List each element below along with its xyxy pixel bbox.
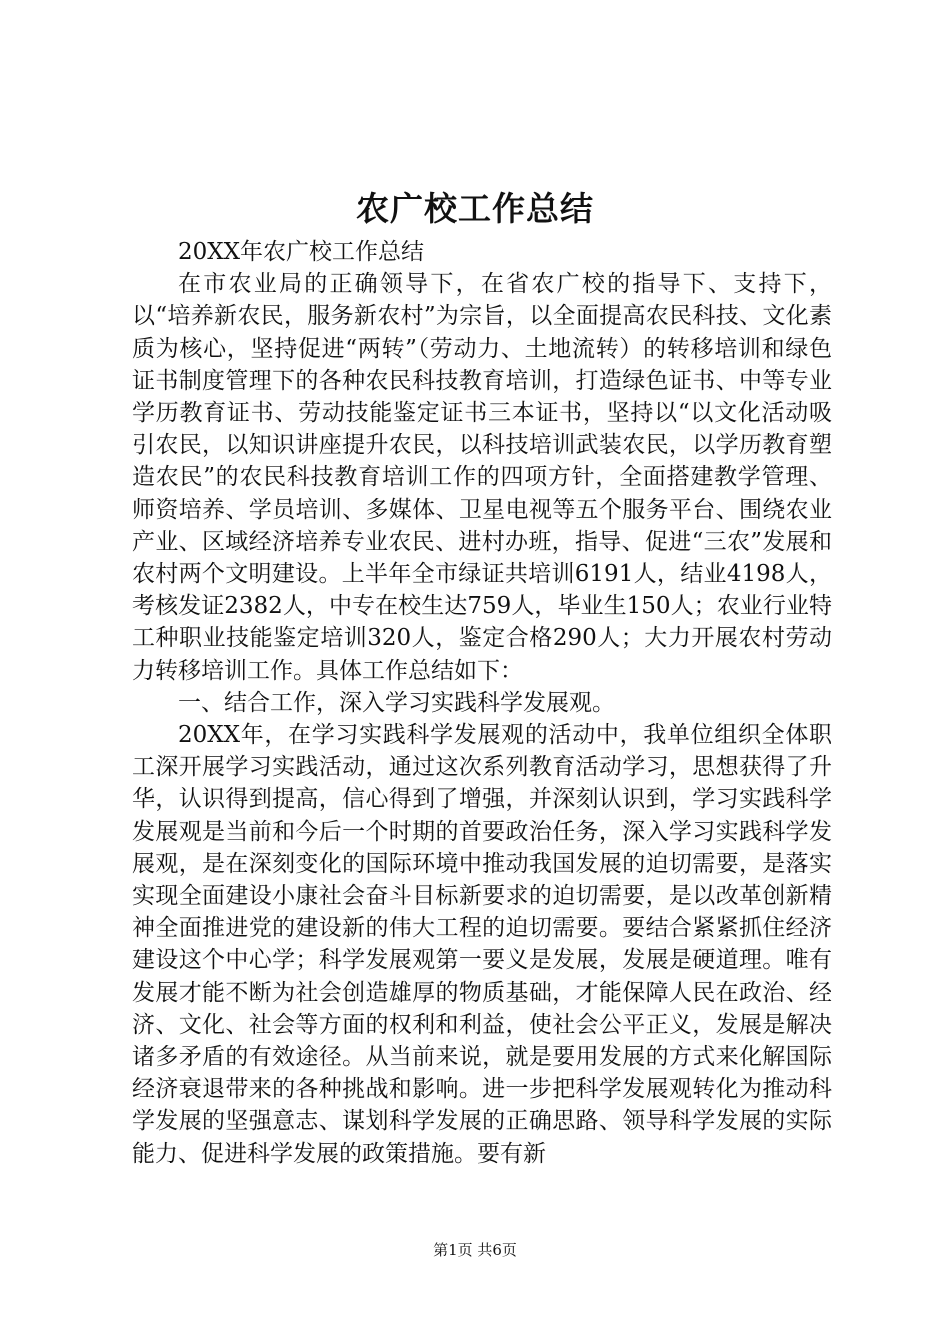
document-body [132, 236, 832, 1170]
page-number-footer: 第1页 共6页 [433, 1241, 517, 1259]
document-title: 农广校工作总结 [356, 189, 594, 228]
body-paragraph-section-content: 20XX年，在学习实践科学发展观的活动中，我单位组织全体职工深开展学习实践活动，通过这次系列教育活动学习，思想获得了升华，认识得到提高，信心得到了增强，并深刻认识到，学习实践科学发展观是当前和今后一个时期的首要政治任务，深入学习实践科学发展观，是在深刻变化的国际环境中推动我国发展的迫切需要，是落实实现全面建设小康社会奋斗目标新要求的迫切需要，是以改革创新精神全面推进党的建设新的伟大工程的迫切需要。要结合紧紧抓住经济建设这个中心学；科学发展观第一要义是发展，发展是硬道理。唯有发展才能不断为社会创造雄厚的物质基础，才能保障人民在政治、经济、文化、社会等方面的权利和利益，使社会公平正义，发展是解决诸多矛盾的有效途径。从当前来说，就是要用发展的方式来化解国际经济衰退带来的各种挑战和影响。进一步把科学发展观转化为推动科学发展的坚强意志、谋划科学发展的正确思路、领导科学发展的实际能力、促进科学发展的政策措施。要有新 [132, 722, 832, 1167]
body-paragraph-intro: 在市农业局的正确领导下，在省农广校的指导下、支持下，以“培养新农民，服务新农村”为宗旨，以全面提高农民科技、文化素质为核心，坚持促进“两转”（劳动力、土地流转）的转移培训和绿色证书制度管理下的各种农民科技教育培训，打造绿色证书、中等专业学历教育证书、劳动技能鉴定证书三本证书，坚持以“以文化活动吸引农民，以知识讲座提升农民，以科技培训武装农民，以学历教育塑造农民”的农民科技教育培训工作的四项方针，全面搭建教学管理、师资培养、学员培训、多媒体、卫星电视等五个服务平台、围绕农业产业、区域经济培养专业农民、进村办班，指导、促进“三农”发展和农村两个文明建设。上半年全市绿证共培训6191人，结业4198人，考核发证2382人，中专在校生达759人，毕业生150人；农业行业特工种职业技能鉴定培训320人，鉴定合格290人；大力开展农村劳动力转移培训工作。具体工作总结如下： [132, 271, 832, 684]
body-paragraph-subtitle: 20XX年农广校工作总结 [178, 239, 425, 265]
body-paragraph-section-heading: 一、结合工作，深入学习实践科学发展观。 [178, 689, 615, 716]
